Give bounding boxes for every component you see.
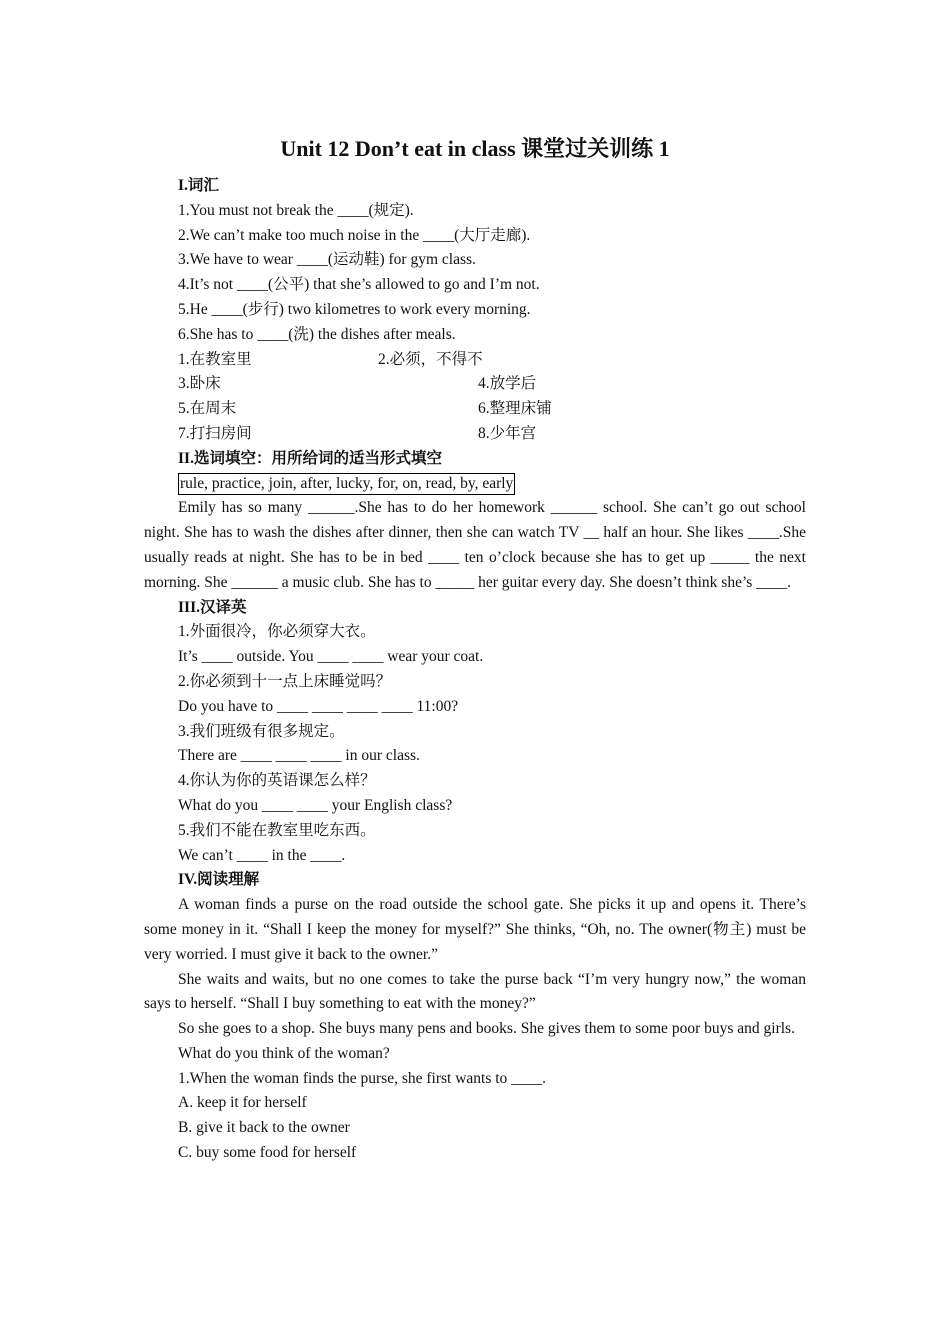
vocab-item: 5.He ____(步行) two kilometres to work every morning. <box>178 300 531 318</box>
reading-paragraph: A woman finds a purse on the road outside the school gate. She picks it up and opens it. There’s some money in it. “Shall I keep the money for myself?” She thinks, “Oh, no. The owner(物主) must be very worried. I must give it back to the owner.” <box>144 896 806 963</box>
question-intro: What do you think of the woman? <box>178 1044 390 1062</box>
section4-heading: IV.阅读理解 <box>178 871 260 889</box>
answer-option: A. keep it for herself <box>178 1094 307 1112</box>
translation-english: What do you ____ ____ your English class? <box>178 796 453 814</box>
phrase-row <box>144 422 806 447</box>
question: 1.When the woman finds the purse, she first wants to ____. <box>178 1069 547 1087</box>
translation-chinese: 4.你认为你的英语课怎么样？ <box>178 772 376 790</box>
phrase-item: 3.卧床 <box>178 375 221 393</box>
translation-chinese: 3.我们班级有很多规定。 <box>178 722 345 740</box>
translation-english: It’s ____ outside. You ____ ____ wear your coat. <box>178 648 484 666</box>
word-box: rule, practice, join, after, lucky, for, on, read, by, early <box>178 473 515 495</box>
section1-heading: I.词汇 <box>178 177 219 194</box>
vocab-item: 2.We can’t make too much noise in the ____(大厅走廊). <box>178 226 531 244</box>
phrase-item: 6.整理床铺 <box>478 400 552 418</box>
phrase-item: 8.少年宫 <box>478 424 537 442</box>
vocab-item: 4.It’s not ____(公平) that she’s allowed to go and I’m not. <box>178 276 540 294</box>
vocab-item: 3.We have to wear ____(运动鞋) for gym class. <box>178 251 476 269</box>
document-page <box>144 134 806 1166</box>
section3-heading: III.汉译英 <box>178 598 247 616</box>
page-title: Unit 12 Don’t eat in class 课堂过关训练 1 <box>280 136 670 161</box>
phrase-item: 1.在教室里 <box>178 350 252 368</box>
translation-chinese: 1.外面很冷，你必须穿大衣。 <box>178 623 376 641</box>
phrase-row <box>144 348 806 373</box>
answer-option: C. buy some food for herself <box>178 1144 357 1162</box>
phrase-item: 7.打扫房间 <box>178 424 252 442</box>
translation-english: There are ____ ____ ____ in our class. <box>178 747 420 765</box>
vocab-item: 6.She has to ____(洗) the dishes after meals. <box>178 325 456 343</box>
translation-english: We can’t ____ in the ____. <box>178 846 346 864</box>
vocab-item: 1.You must not break the ____(规定). <box>178 201 414 219</box>
phrase-row <box>144 397 806 422</box>
phrase-item: 2.必须，不得不 <box>378 350 483 368</box>
reading-paragraph: She waits and waits, but no one comes to take the purse back “I’m very hungry now,” the woman says to herself. “Shall I buy something to eat with the money?” <box>144 970 806 1013</box>
translation-chinese: 2.你必须到十一点上床睡觉吗？ <box>178 672 392 690</box>
cloze-passage: Emily has so many ______.She has to do her homework ______ school. She can’t go out school night. She has to wash the dishes after dinner, then she can watch TV __ half an hour. She likes ____.She usually reads at night. She has to be in bed ____ ten o’clock because she has to get up _____ the next morning. She ______ a music club. She has to _____ her guitar every day. She doesn’t think she’s ____. <box>144 499 806 591</box>
section2-heading: II.选词填空：用所给词的适当形式填空 <box>178 449 442 467</box>
answer-option: B. give it back to the owner <box>178 1119 350 1137</box>
phrase-item: 5.在周末 <box>178 400 237 418</box>
phrase-row <box>144 372 806 397</box>
translation-chinese: 5.我们不能在教室里吃东西。 <box>178 821 376 839</box>
reading-paragraph: So she goes to a shop. She buys many pens and books. She gives them to some poor buys and girls. <box>178 1020 795 1038</box>
word-box-row <box>144 472 806 497</box>
translation-english: Do you have to ____ ____ ____ ____ 11:00? <box>178 697 459 715</box>
phrase-item: 4.放学后 <box>478 375 537 393</box>
